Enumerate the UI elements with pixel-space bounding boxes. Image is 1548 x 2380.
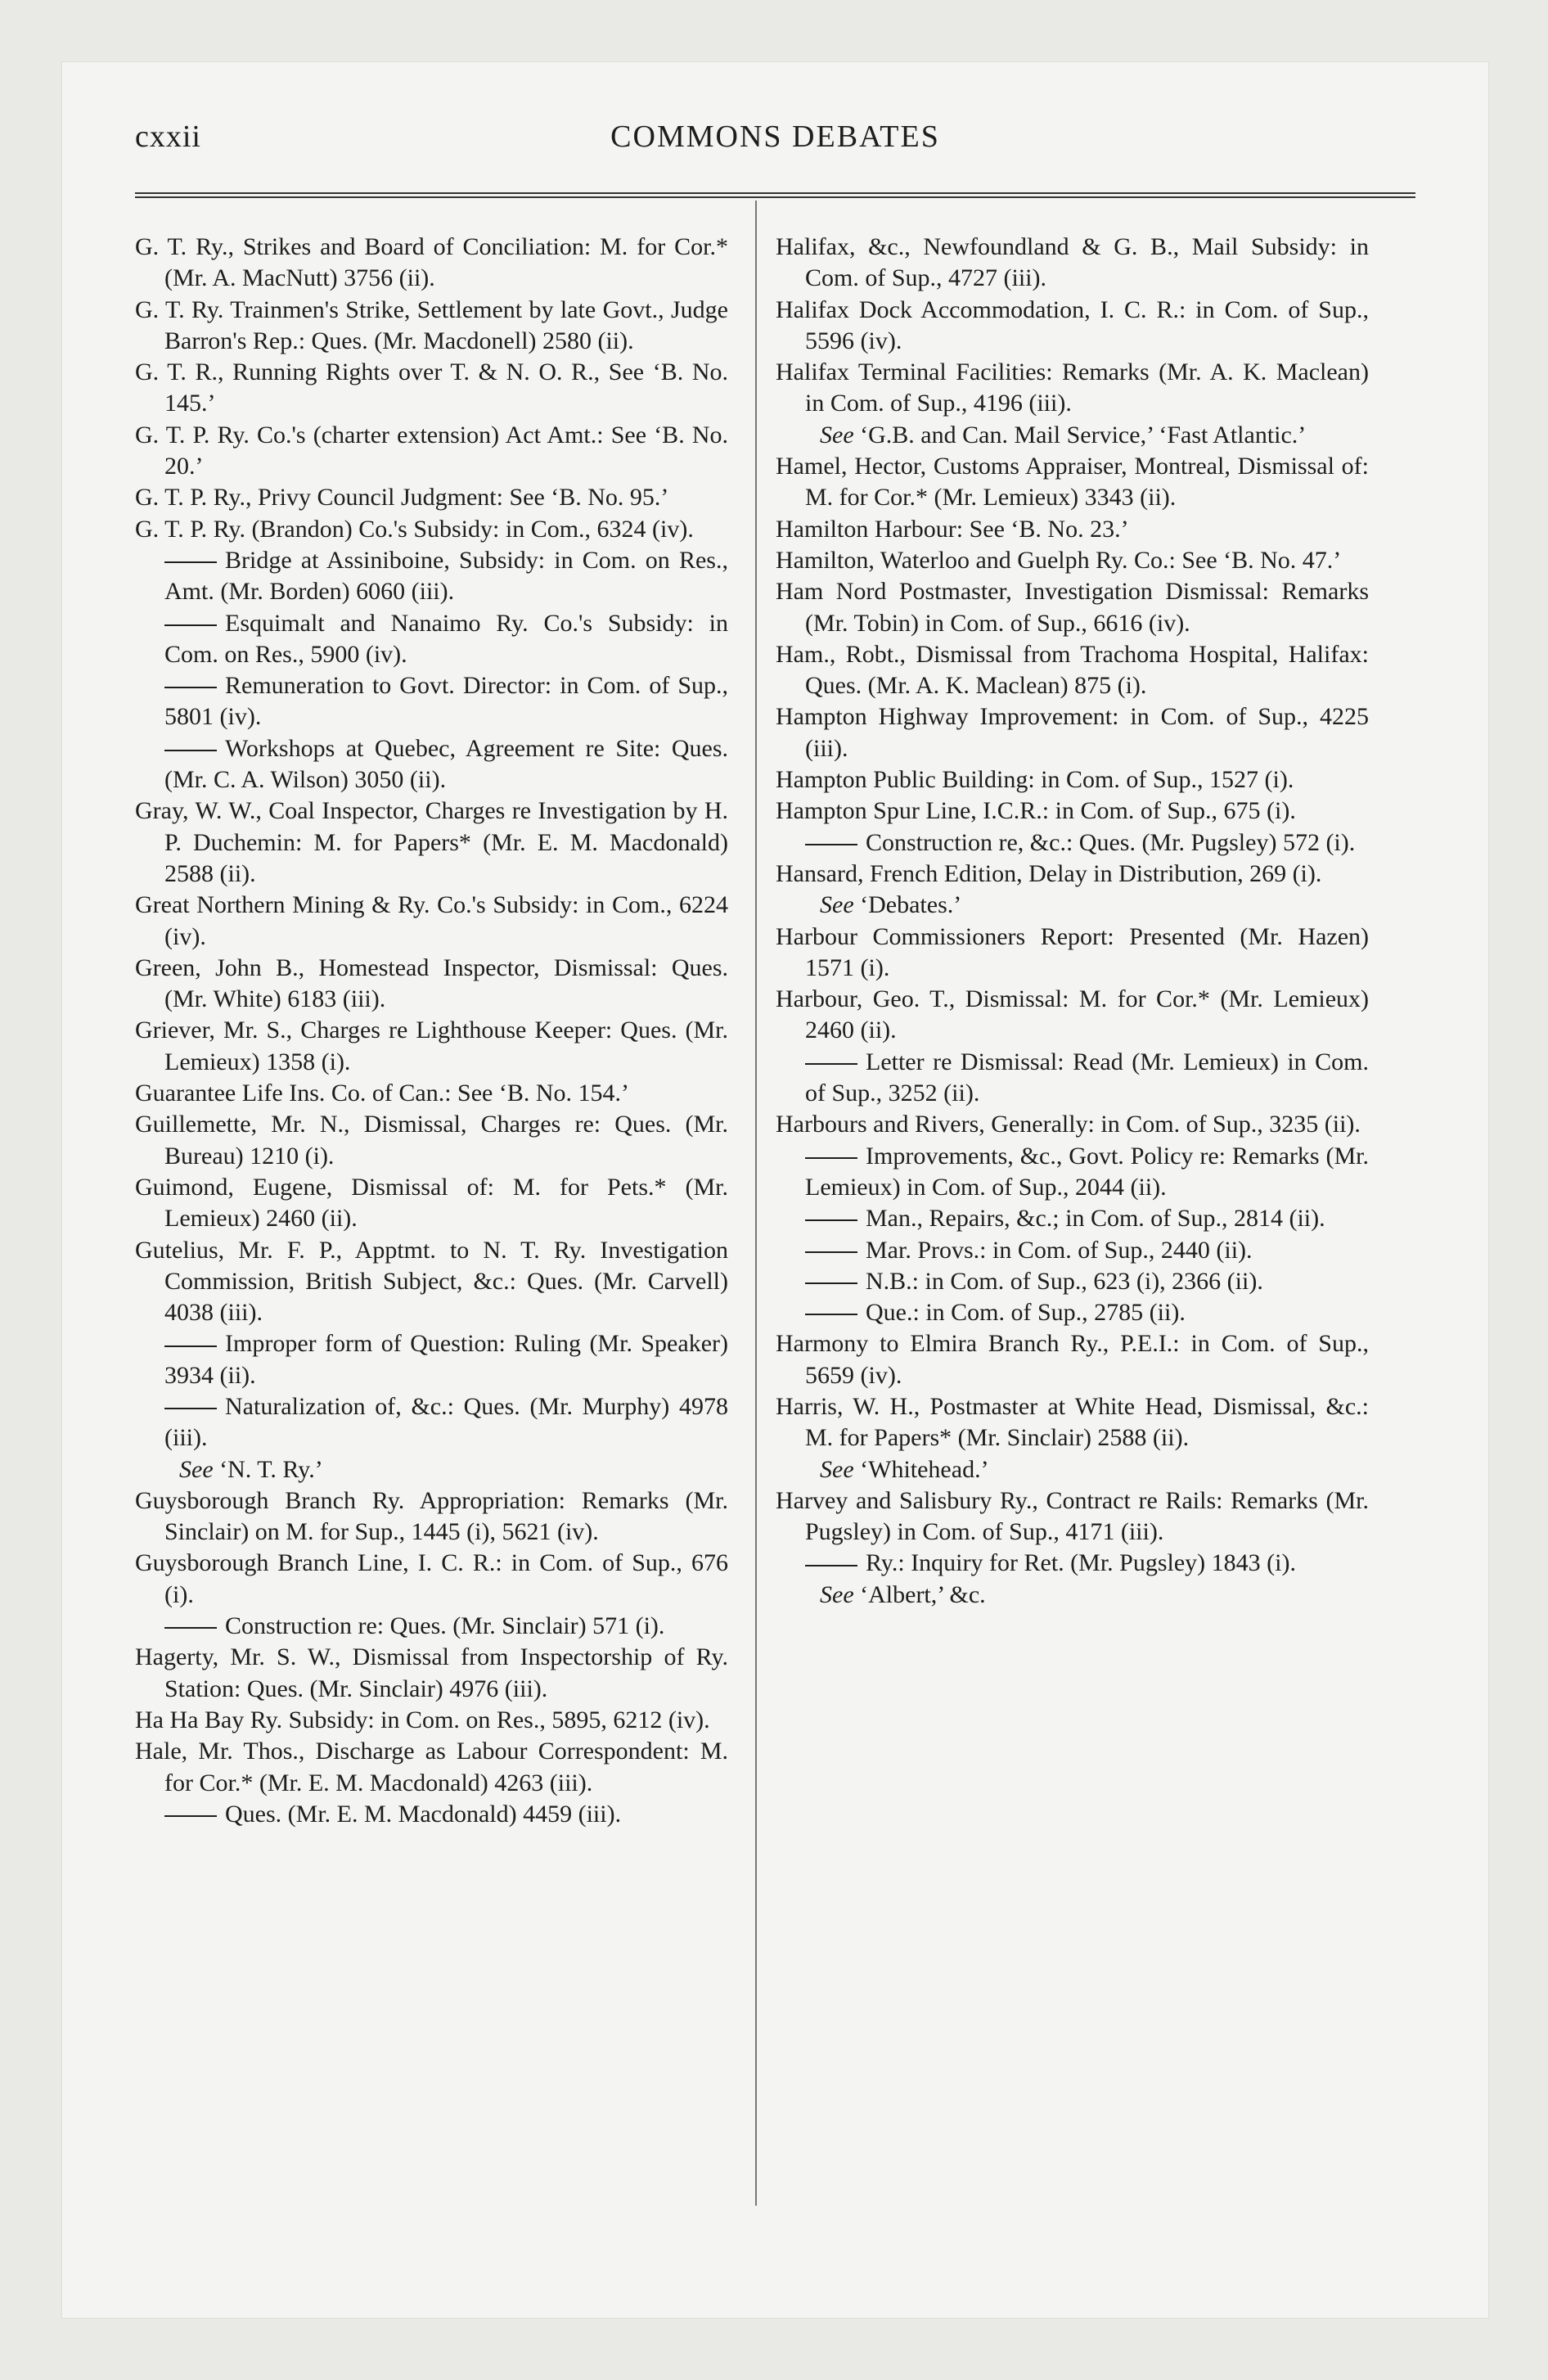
index-see-reference (776, 1454, 1369, 1485)
see-label: See (820, 1455, 854, 1483)
index-subentry: Ques. (Mr. E. M. Macdonald) 4459 (iii). (135, 1799, 728, 1830)
index-subentry: Remuneration to Govt. Director: in Com. of Sup., 5801 (iv). (135, 670, 728, 733)
index-subentry: Improper form of Question: Ruling (Mr. Speaker) 3934 (ii). (135, 1328, 728, 1391)
index-entry: Guysborough Branch Ry. Appropriation: Remarks (Mr. Sinclair) on M. for Sup., 1445 (i), 5621 (iv). (135, 1486, 728, 1546)
see-target: ‘G.B. and Can. Mail Service,’ ‘Fast Atlantic.’ (860, 421, 1307, 449)
index-entry: Harbours and Rivers, Generally: in Com. of Sup., 3235 (ii). (776, 1111, 1361, 1138)
index-entry: Ha Ha Bay Ry. Subsidy: in Com. on Res., 5895, 6212 (iv). (135, 1706, 710, 1733)
right-column (776, 232, 1369, 1611)
index-subentry: Bridge at Assiniboine, Subsidy: in Com. on Res., Amt. (Mr. Borden) 6060 (iii). (135, 545, 728, 608)
index-entry: Griever, Mr. S., Charges re Lighthouse Keeper: Ques. (Mr. Lemieux) 1358 (i). (135, 1016, 728, 1075)
page-header (135, 119, 1415, 168)
index-entry: Halifax Terminal Facilities: Remarks (Mr. A. K. Maclean) in Com. of Sup., 4196 (iii). (776, 358, 1369, 417)
index-entry: Hampton Public Building: in Com. of Sup., 1527 (i). (776, 766, 1294, 794)
index-entry: Halifax, &c., Newfoundland & G. B., Mail Subsidy: in Com. of Sup., 4727 (iii). (776, 233, 1369, 292)
column-divider (755, 201, 757, 2206)
see-target: ‘Whitehead.’ (860, 1455, 989, 1483)
page-title: COMMONS DEBATES (610, 119, 940, 154)
index-entry: Guillemette, Mr. N., Dismissal, Charges re: Ques. (Mr. Bureau) 1210 (i). (135, 1111, 728, 1170)
index-see-reference (776, 420, 1369, 451)
page (61, 61, 1489, 2319)
index-entry: Harris, W. H., Postmaster at White Head, Dismissal, &c.: M. for Papers* (Mr. Sinclair) 2588 (ii). (776, 1392, 1369, 1452)
see-label: See (820, 1580, 854, 1608)
index-entry: Guarantee Life Ins. Co. of Can.: See ‘B. No. 154.’ (135, 1080, 630, 1107)
index-entry: G. T. R., Running Rights over T. & N. O. R., See ‘B. No. 145.’ (135, 358, 728, 417)
index-entry: Guysborough Branch Line, I. C. R.: in Com. of Sup., 676 (i). (135, 1549, 728, 1608)
index-entry: Hale, Mr. Thos., Discharge as Labour Correspondent: M. for Cor.* (Mr. E. M. Macdonald) 4263 (iii). (135, 1738, 728, 1796)
index-entry: Hansard, French Edition, Delay in Distribution, 269 (i). (776, 859, 1322, 887)
see-label: See (179, 1455, 214, 1483)
index-entry: G. T. Ry., Strikes and Board of Conciliation: M. for Cor.* (Mr. A. MacNutt) 3756 (ii). (135, 233, 728, 292)
index-entry: G. T. P. Ry. (Brandon) Co.'s Subsidy: in Com., 6324 (iv). (135, 515, 694, 543)
index-see-reference (776, 890, 1369, 921)
index-see-reference (776, 1580, 1369, 1611)
index-subentry: Letter re Dismissal: Read (Mr. Lemieux) in Com. of Sup., 3252 (ii). (776, 1047, 1369, 1110)
index-subentry: Improvements, &c., Govt. Policy re: Remarks (Mr. Lemieux) in Com. of Sup., 2044 (ii). (776, 1141, 1369, 1204)
index-subentry: Mar. Provs.: in Com. of Sup., 2440 (ii). (776, 1235, 1369, 1266)
index-subentry: Naturalization of, &c.: Ques. (Mr. Murphy) 4978 (iii). (135, 1391, 728, 1454)
index-entry: Hamilton, Waterloo and Guelph Ry. Co.: See ‘B. No. 47.’ (776, 546, 1342, 574)
index-entry: Halifax Dock Accommodation, I. C. R.: in Com. of Sup., 5596 (iv). (776, 295, 1369, 354)
index-entry: Ham Nord Postmaster, Investigation Dismissal: Remarks (Mr. Tobin) in Com. of Sup., 6616 (iv). (776, 578, 1369, 637)
index-see-reference (135, 1454, 728, 1485)
index-subentry: Man., Repairs, &c.; in Com. of Sup., 2814 (ii). (776, 1203, 1369, 1234)
index-entry: Harbour, Geo. T., Dismissal: M. for Cor.* (Mr. Lemieux) 2460 (ii). (776, 985, 1369, 1044)
index-entry: G. T. P. Ry., Privy Council Judgment: See ‘B. No. 95.’ (135, 484, 669, 512)
page-number: cxxii (135, 119, 201, 154)
index-subentry: Construction re, &c.: Ques. (Mr. Pugsley) 572 (i). (776, 827, 1369, 859)
index-entry: Great Northern Mining & Ry. Co.'s Subsidy: in Com., 6224 (iv). (135, 891, 728, 950)
index-subentry: N.B.: in Com. of Sup., 623 (i), 2366 (ii). (776, 1266, 1369, 1297)
index-entry: G. T. Ry. Trainmen's Strike, Settlement by late Govt., Judge Barron's Rep.: Ques. (Mr. Macdonell) 2580 (ii). (135, 295, 728, 354)
index-subentry: Workshops at Quebec, Agreement re Site: Ques. (Mr. C. A. Wilson) 3050 (ii). (135, 733, 728, 796)
header-rule (135, 192, 1415, 198)
see-label: See (820, 421, 854, 449)
index-subentry: Esquimalt and Nanaimo Ry. Co.'s Subsidy: in Com. on Res., 5900 (iv). (135, 608, 728, 671)
index-entry: Hampton Highway Improvement: in Com. of Sup., 4225 (iii). (776, 703, 1369, 762)
see-target: ‘Debates.’ (860, 891, 962, 919)
index-entry: Harmony to Elmira Branch Ry., P.E.I.: in Com. of Sup., 5659 (iv). (776, 1330, 1369, 1389)
index-subentry: Construction re: Ques. (Mr. Sinclair) 571 (i). (135, 1611, 728, 1642)
left-column (135, 232, 728, 1830)
index-entry: Hamel, Hector, Customs Appraiser, Montreal, Dismissal of: M. for Cor.* (Mr. Lemieux) 3343 (ii). (776, 453, 1369, 512)
index-entry: Ham., Robt., Dismissal from Trachoma Hospital, Halifax: Ques. (Mr. A. K. Maclean) 875 (i). (776, 640, 1369, 700)
index-entry: Hampton Spur Line, I.C.R.: in Com. of Sup., 675 (i). (776, 797, 1296, 825)
index-entry: Hagerty, Mr. S. W., Dismissal from Inspectorship of Ry. Station: Ques. (Mr. Sinclair) 4976 (iii). (135, 1643, 728, 1702)
index-entry: Gray, W. W., Coal Inspector, Charges re Investigation by H. P. Duchemin: M. for Papers* (Mr. E. M. Macdonald) 2588 (ii). (135, 797, 728, 887)
see-label: See (820, 891, 854, 919)
index-entry: Hamilton Harbour: See ‘B. No. 23.’ (776, 515, 1129, 543)
index-entry: G. T. P. Ry. Co.'s (charter extension) Act Amt.: See ‘B. No. 20.’ (135, 421, 728, 480)
index-entry: Gutelius, Mr. F. P., Apptmt. to N. T. Ry. Investigation Commission, British Subject, &c.: Ques. (Mr. Carvell) 4038 (iii). (135, 1236, 728, 1327)
index-subentry: Que.: in Com. of Sup., 2785 (ii). (776, 1297, 1369, 1328)
index-entry: Guimond, Eugene, Dismissal of: M. for Pets.* (Mr. Lemieux) 2460 (ii). (135, 1173, 728, 1233)
index-entry: Green, John B., Homestead Inspector, Dismissal: Ques. (Mr. White) 6183 (iii). (135, 953, 728, 1013)
see-target: ‘Albert,’ &c. (860, 1580, 986, 1608)
index-entry: Harbour Commissioners Report: Presented (Mr. Hazen) 1571 (i). (776, 922, 1369, 981)
index-subentry: Ry.: Inquiry for Ret. (Mr. Pugsley) 1843 (i). (776, 1548, 1369, 1579)
index-entry: Harvey and Salisbury Ry., Contract re Rails: Remarks (Mr. Pugsley) in Com. of Sup., 4171 (iii). (776, 1486, 1369, 1546)
see-target: ‘N. T. Ry.’ (219, 1455, 323, 1483)
